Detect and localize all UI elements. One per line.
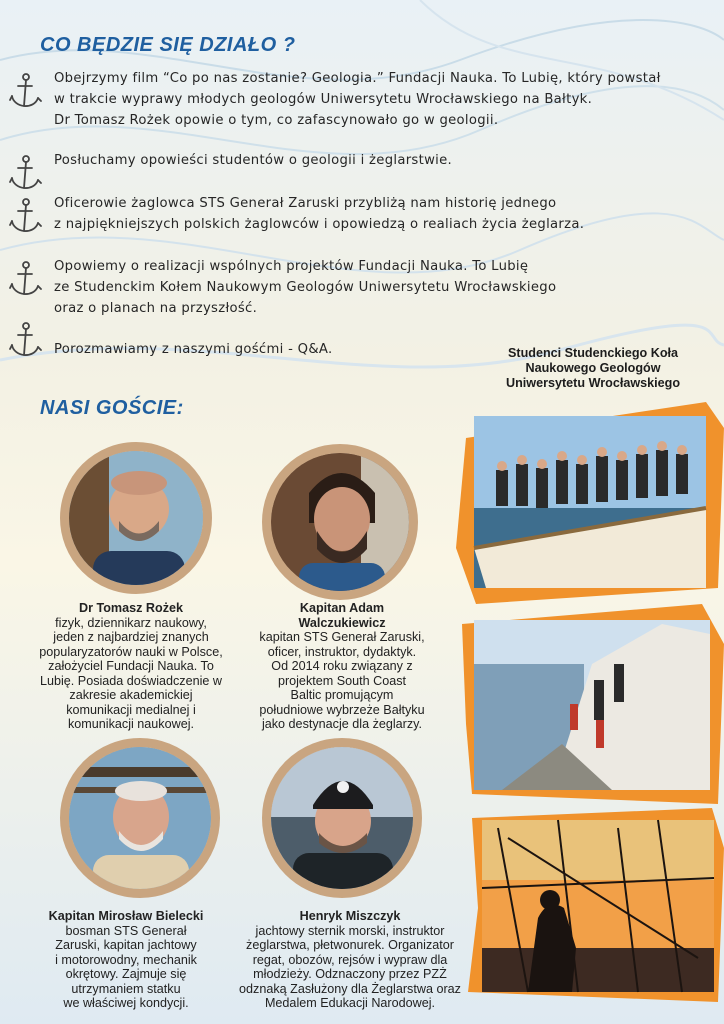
- guest-bio: bosman STS Generał Zaruski, kapitan jachtowy i motorowodny, mechanik okrętowy. Zajmuje się utrzymaniem statku we właściwej kondycji.: [55, 923, 197, 1010]
- portrait-image: [271, 453, 409, 591]
- portrait-miszczyk: [262, 738, 422, 898]
- event-text: Oficerowie żaglowca STS Generał Zaruski przybliżą nam historię jednego z najpiękniejszych polskich żaglowców i opowiedzą o realiach życia żeglarza.: [54, 196, 585, 232]
- guest-caption-walczukiewicz: [240, 601, 444, 732]
- portrait-rozek: [60, 442, 212, 594]
- anchor-icon: [8, 321, 42, 361]
- guest-name: Dr Tomasz Rożek: [78, 601, 184, 615]
- anchor-icon: [8, 197, 42, 237]
- portrait-walczukiewicz: [262, 444, 418, 600]
- photo-sunset-rigging: [468, 808, 724, 1002]
- event-text: Opowiemy o realizacji wspólnych projektów Fundacji Nauka. To Lubię ze Studenckim Kołem Naukowym Geologów Uniwersytetu Wrocławskiego oraz o planach na przyszłość.: [54, 259, 557, 316]
- guest-caption-miszczyk: [226, 909, 474, 1011]
- guest-name: Kapitan Mirosław Bielecki: [48, 909, 204, 923]
- guests-heading: NASI GOŚCIE:: [40, 397, 184, 419]
- guest-bio: kapitan STS Generał Zaruski, oficer, instruktor, dydaktyk. Od 2014 roku związany z projektem South Coast Baltic promującym południowe wybrzeże Bałtyku jako destynacje dla żeglarzy.: [259, 630, 425, 731]
- guest-caption-bielecki: [20, 909, 232, 1011]
- guest-bio: jachtowy sternik morski, instruktor żeglarstwa, płetwonurek. Organizator regat, obozów, rejsów i wypraw dla młodzieży. Odznaczony przez PZŻ odznaką Zasłużony dla Żeglarstwa oraz Medalem Edukacji Narodowej.: [239, 923, 461, 1010]
- events-heading: CO BĘDZIE SIĘ DZIAŁO ?: [40, 34, 296, 56]
- guest-bio: fizyk, dziennikarz naukowy, jeden z najbardziej znanych popularyzatorów nauki w Polsce, założyciel Fundacji Nauka. To Lubię. Posiada doświadczenie w zakresie akademickiej komunikacji medialnej i komunikacji naukowej.: [39, 615, 223, 731]
- portrait-image: [69, 747, 211, 889]
- students-title: Studenci Studenckiego Koła Naukowego Geologów Uniwersytetu Wrocławskiego: [505, 346, 681, 390]
- guest-caption-rozek: [24, 601, 238, 732]
- photo-geology-cliff: [462, 604, 724, 804]
- guest-name: Kapitan Adam Walczukiewicz: [298, 601, 386, 630]
- photo-students-on-ship: [456, 398, 724, 604]
- anchor-icon: [8, 260, 42, 300]
- portrait-bielecki: [60, 738, 220, 898]
- portrait-image: [69, 451, 203, 585]
- anchor-icon: [8, 72, 42, 112]
- guest-name: Henryk Miszczyk: [299, 909, 401, 923]
- portrait-image: [271, 747, 413, 889]
- event-text: Posłuchamy opowieści studentów o geologii i żeglarstwie.: [54, 153, 453, 168]
- event-text: Obejrzymy film “Co po nas zostanie? Geologia.” Fundacji Nauka. To Lubię, który powstał w trakcie wyprawy młodych geologów Uniwersytetu Wrocławskiego na Bałtyk. Dr Tomasz Rożek opowie o tym, co zafascynowało go w geologii.: [54, 71, 661, 128]
- event-text: Porozmawiamy z naszymi gośćmi - Q&A.: [54, 342, 333, 357]
- anchor-icon: [8, 154, 42, 194]
